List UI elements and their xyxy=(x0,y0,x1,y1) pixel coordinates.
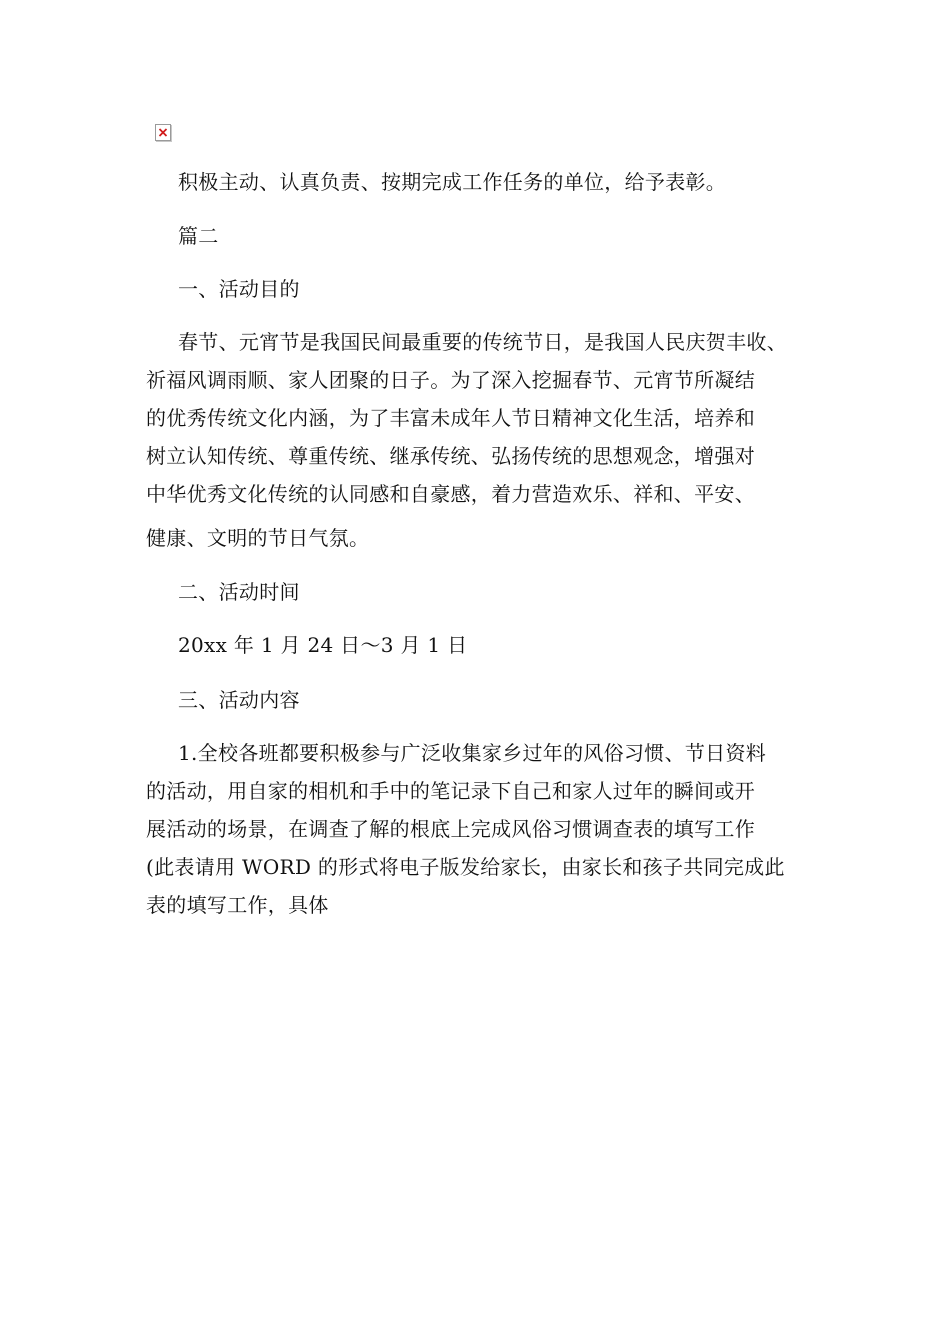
paragraph-line: 健康、文明的节日气氛。 xyxy=(146,526,370,550)
paragraph-line: (此表请用 WORD 的形式将电子版发给家长，由家长和孩子共同完成此 xyxy=(146,855,785,879)
paragraph-line: 1.全校各班都要积极参与广泛收集家乡过年的风俗习惯、节日资料 xyxy=(178,741,767,765)
paragraph-line: 祈福风调雨顺、家人团聚的日子。为了深入挖掘春节、元宵节所凝结 xyxy=(146,368,755,392)
heading-activity-content: 三、活动内容 xyxy=(178,688,300,712)
paragraph-line: 春节、元宵节是我国民间最重要的传统节日，是我国人民庆贺丰收、 xyxy=(178,330,787,354)
heading-activity-purpose: 一、活动目的 xyxy=(178,277,300,301)
activity-date-range: 20xx 年 1 月 24 日～3 月 1 日 xyxy=(178,633,468,657)
heading-activity-time: 二、活动时间 xyxy=(178,580,300,604)
paragraph-line: 中华优秀文化传统的认同感和自豪感，着力营造欢乐、祥和、平安、 xyxy=(146,482,755,506)
paragraph-line: 的活动，用自家的相机和手中的笔记录下自己和家人过年的瞬间或开 xyxy=(146,779,755,803)
paragraph-line: 的优秀传统文化内涵，为了丰富未成年人节日精神文化生活，培养和 xyxy=(146,406,755,430)
broken-image-icon xyxy=(155,124,171,141)
red-x-icon xyxy=(158,127,168,138)
section-title-part-two: 篇二 xyxy=(178,224,219,248)
paragraph-line: 树立认知传统、尊重传统、继承传统、弘扬传统的思想观念，增强对 xyxy=(146,444,755,468)
paragraph-line: 表的填写工作，具体 xyxy=(146,893,329,917)
paragraph-line: 积极主动、认真负责、按期完成工作任务的单位，给予表彰。 xyxy=(178,170,727,194)
paragraph-line: 展活动的场景，在调查了解的根底上完成风俗习惯调查表的填写工作 xyxy=(146,817,755,841)
